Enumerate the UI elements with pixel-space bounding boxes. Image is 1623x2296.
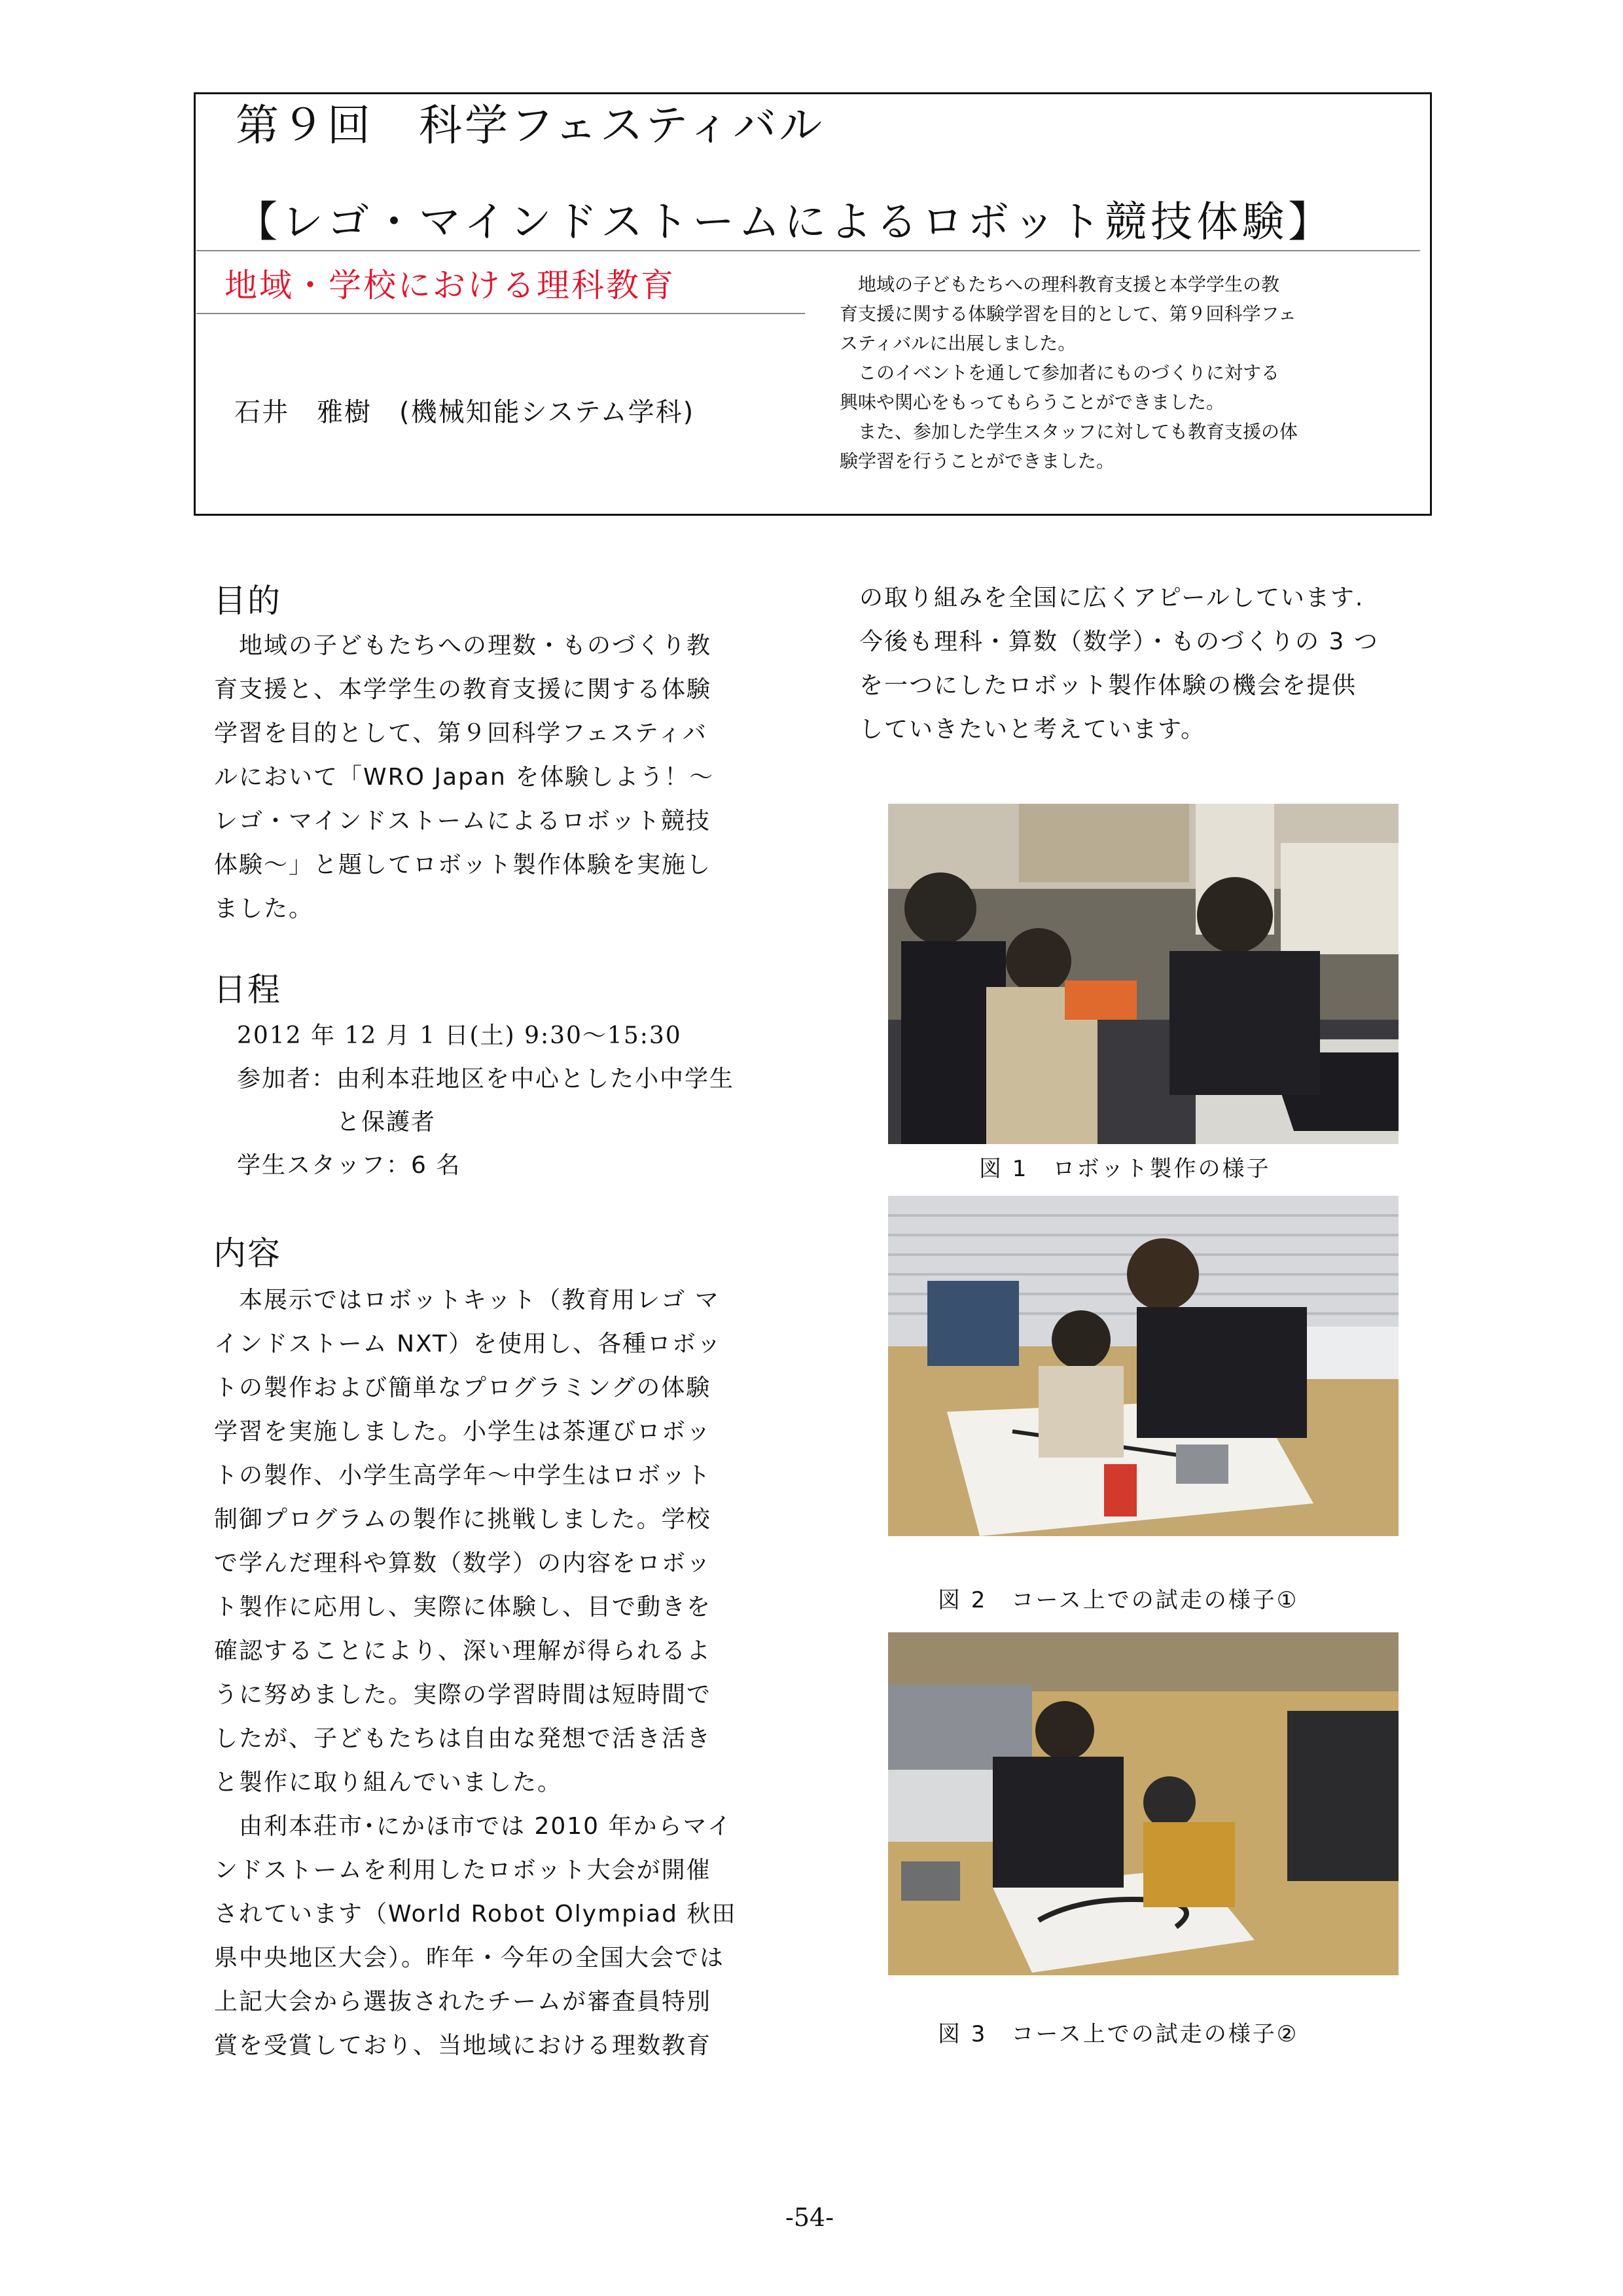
category-label: 地域・学校における理科教育 [224, 266, 675, 304]
figure-1-caption: 図 1 ロボット製作の様子 [979, 1156, 1271, 1182]
figure-3-caption: 図 3 コース上での試走の様子② [938, 2021, 1299, 2047]
body-line: 賞を受賞しており、当地域における理数教育 [214, 2032, 712, 2059]
figure-3-photo [888, 1632, 1399, 1975]
abstract-line: スティバルに出展しました。 [840, 332, 1077, 354]
body-line: 制御プログラムの製作に挑戦しました。学校 [214, 1506, 711, 1533]
body-line: レゴ・マインドストームによるロボット競技 [214, 808, 711, 834]
schedule-line: 参加者：由利本荘地区を中心とした小中学生 [237, 1066, 735, 1092]
body-line: 確認することにより、深い理解が得られるよ [214, 1638, 712, 1664]
body-line: うに努めました。実際の学習時間は短時間で [214, 1681, 712, 1708]
abstract-line: 興味や関心をもってもらうことができました。 [840, 391, 1225, 413]
body-line: 今後も理科・算数（数学）・ものづくりの 3 つ [859, 628, 1379, 655]
body-line: 本展示ではロボットキット（教育用レゴ マ [214, 1287, 720, 1314]
body-line: を一つにしたロボット製作体験の機会を提供 [859, 672, 1357, 699]
schedule-line: 2012 年 12 月 1 日(土) 9:30～15:30 [237, 1022, 682, 1049]
body-line: トの製作および簡単なプログラミングの体験 [214, 1374, 711, 1401]
body-line: 育支援と、本学学生の教育支援に関する体験 [214, 676, 712, 703]
figure-1-photo [888, 804, 1399, 1144]
continuation-body [859, 576, 1379, 751]
section-heading-schedule: 日程 [213, 971, 281, 1009]
body-line: ンドストームを利用したロボット大会が開催 [214, 1857, 711, 1884]
body-line: 学習を実施しました。小学生は茶運びロボッ [214, 1418, 712, 1445]
body-line: 県中央地区大会）。昨年・今年の全国大会では [214, 1945, 725, 1971]
body-line: 体験～」と題してロボット製作体験を実施し [214, 852, 712, 878]
purpose-body [214, 624, 714, 931]
page-subtitle-title: 【レゴ・マインドストームによるロボット競技体験】 [236, 198, 1334, 247]
body-line: 上記大会から選抜されたチームが審査員特別 [214, 1988, 712, 2015]
body-line: 学習を目的として、第９回科学フェスティバ [214, 720, 707, 747]
body-line: の取り組みを全国に広くアピールしています. [859, 584, 1364, 611]
schedule-line: 学生スタッフ：6 名 [237, 1152, 461, 1179]
abstract-line: このイベントを通して参加者にものづくりに対する [840, 362, 1280, 384]
body-line: で学んだ理科や算数（数学）の内容をロボッ [214, 1550, 712, 1577]
category-divider [196, 313, 805, 314]
body-line: インドストーム NXT）を使用し、各種ロボッ [214, 1331, 722, 1357]
body-line: ルにおいて「WRO Japan を体験しよう！～ [214, 764, 715, 791]
abstract-line: 育支援に関する体験学習を目的として、第９回科学フェ [840, 303, 1297, 325]
abstract-line: 地域の子どもたちへの理科教育支援と本学学生の教 [840, 274, 1280, 295]
schedule-line: と保護者 [237, 1109, 437, 1136]
page-number: -54- [785, 2203, 834, 2232]
body-line: したが、子どもたちは自由な発想で活き活き [214, 1725, 712, 1752]
body-line: 由利本荘市･にかほ市では 2010 年からマイ [214, 1813, 732, 1840]
body-line: していきたいと考えています。 [859, 716, 1206, 743]
figure-2-caption: 図 2 コース上での試走の様子① [938, 1587, 1299, 1613]
abstract [840, 270, 1402, 476]
content-body [214, 1278, 736, 2068]
header-divider [196, 250, 1420, 251]
abstract-line: 験学習を行うことができました。 [840, 450, 1115, 472]
abstract-line: また、参加した学生スタッフに対しても教育支援の体 [840, 421, 1298, 442]
body-line: 地域の子どもたちへの理数・ものづくり教 [214, 632, 712, 659]
schedule-body [237, 1014, 734, 1187]
body-line: と製作に取り組んでいました。 [214, 1769, 563, 1796]
section-heading-purpose: 目的 [213, 582, 281, 620]
author-line: 石井 雅樹 (機械知能システム学科) [234, 397, 695, 427]
figure-2-photo [888, 1196, 1399, 1536]
body-line: トの製作、小学生高学年～中学生はロボット [214, 1462, 712, 1489]
body-line: されています（World Robot Olympiad 秋田 [214, 1901, 737, 1928]
body-line: ました。 [214, 895, 314, 922]
body-line: ト製作に応用し、実際に体験し、目で動きを [214, 1594, 712, 1621]
section-heading-content: 内容 [213, 1234, 281, 1272]
page-title: 第９回 科学フェスティバル [236, 100, 825, 151]
